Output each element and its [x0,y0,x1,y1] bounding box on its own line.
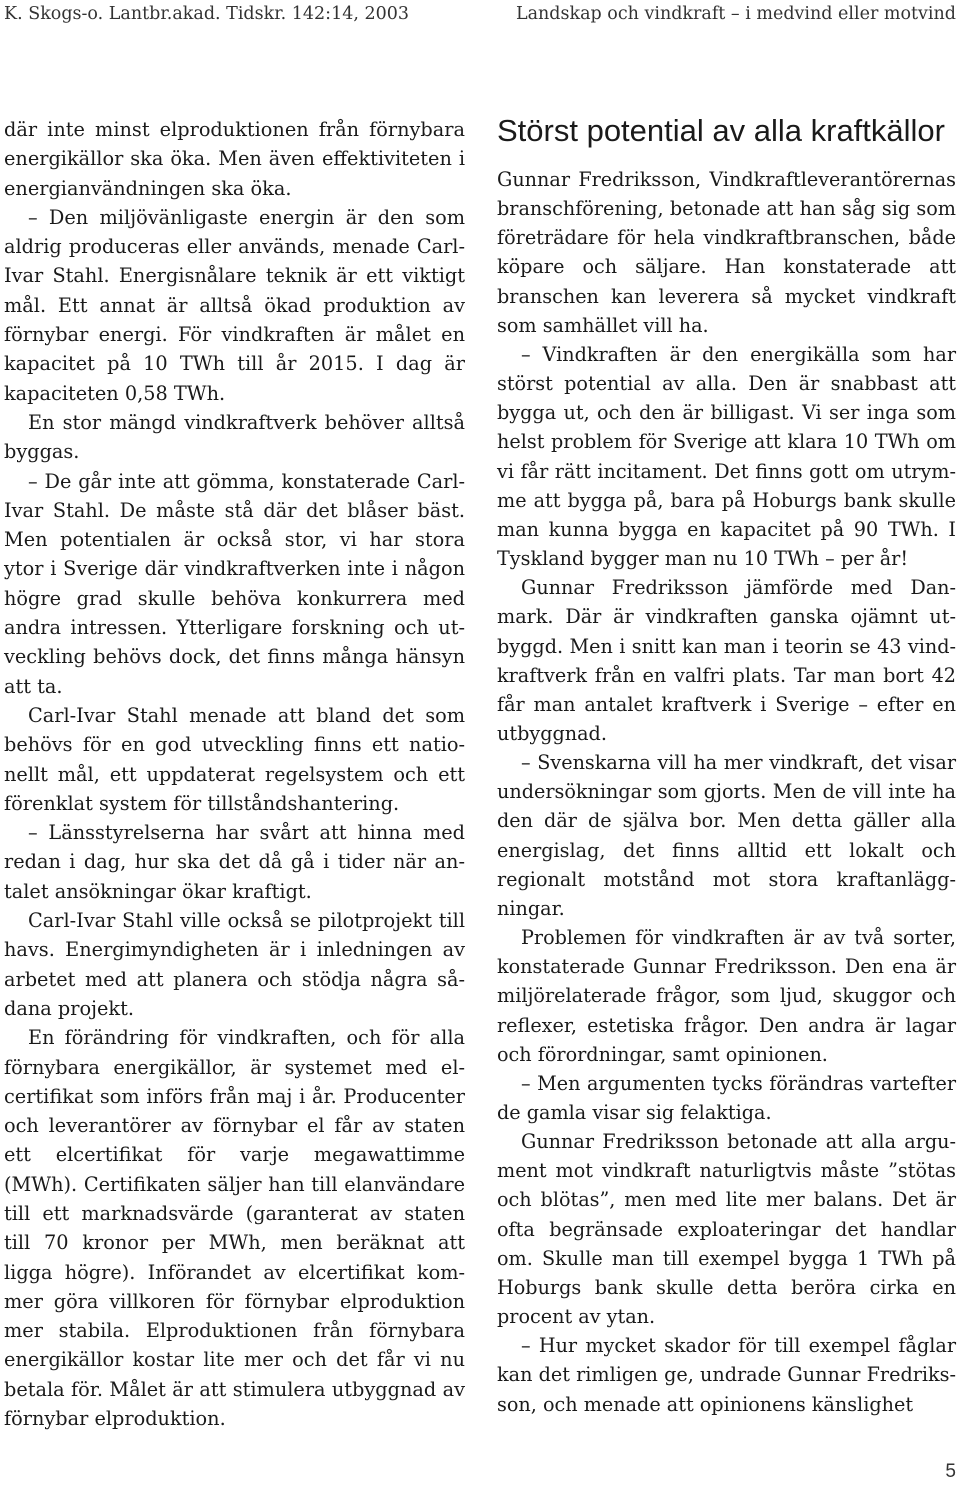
paragraph: – Vindkraften är den energikälla som har störst potential av alla. Den är snabbast att bygga ut, och den är billigast. Vi ser inga som helst problem för Sverige att klara 10 TWh om vi får rätt incitament. Det finns gott om utrymme att bygga på, bara på Hoburgs bank skulle man kunna bygga en kapacitet på 90 TWh. I Tyskland bygger man nu 10 TWh – per år! [497,342,956,571]
journal-citation: K. Skogs-o. Lantbr.akad. Tidskr. 142:14, 2003 [4,4,409,24]
left-column [4,115,465,1433]
paragraph: Gunnar Fredriksson betonade att alla argument mot vindkraft naturligtvis måste ”stötas och blötas”, men med lite mer balans. Det är ofta begränsade exploateringar det handlar om. Skulle man till exempel bygga 1 TWh på Hoburgs bank skulle detta beröra cirka en procent av ytan. [497,1130,956,1329]
running-title: Landskap och vindkraft – i medvind eller motvind [515,4,956,24]
right-column [497,112,956,1419]
paragraph: – Men argumenten tycks förändras vartefter de gamla visar sig felaktiga. [497,1071,956,1124]
paragraph: – Hur mycket skador för till exempel fåglar kan det rimligen ge, undrade Gunnar Fredriksson, och menade att opinionens känslighet [497,1334,956,1416]
running-header [0,0,960,30]
paragraph: En förändring för vindkraften, och för alla förnybara energikällor, är systemet med elcertifikat som införs från maj i år. Producenter och leverantörer av förnybar el får av staten ett elcertifikat för varje megawattimme (MWh). Certifikaten säljer han till elanvändare till ett marknadsvärde (garanterat av staten till 70 kronor per MWh, men beräknat att ligga högre). Införandet av elcertifikat kommer göra villkoren för förnybar elproduktion mer stabila. Elproduktionen från förnybara energikällor kostar lite mer och det får vi nu betala för. Målet är att stimulera utbyggnad av förnybar elproduktion. [4,1026,465,1431]
paragraph: – Länsstyrelserna har svårt att hinna med redan i dag, hur ska det då gå i tider när antalet ansökningar ökar kraftigt. [4,821,465,903]
paragraph: Gunnar Fredriksson, Vindkraftleverantörernas branschförening, betonade att han såg sig som företrädare för hela vindkraftbranschen, både köpare och säljare. Han konstaterade att branschen kan leverera så mycket vindkraft som samhället vill ha. [497,168,956,337]
paragraph: – Svenskarna vill ha mer vindkraft, det visar undersökningar som gjorts. Men de vill inte ha den där de själva bor. Men detta gäller alla energislag, det finns alltid ett lokalt och regionalt motstånd mot stora kraftanläggningar. [497,751,956,920]
paragraph: En stor mängd vindkraftverk behöver alltså byggas. [4,410,465,464]
paragraph: – De går inte att gömma, konstaterade Carl-Ivar Stahl. De måste stå där det blåser bäst. Men potentialen är också stor, vi har stora ytor i Sverige där vindkraftverken inte i någon högre grad skulle behöva konkurrera med andra intressen. Ytterligare forskning och utveckling behövs dock, det finns många hänsyn att ta. [4,469,465,698]
paragraph: – Den miljövänligaste energin är den som aldrig produceras eller används, menade Carl-Ivar Stahl. Energisnålare teknik är ett viktigt mål. Ett annat är alltså ökad produktion av förnybar energi. För vindkraften är målet en kapacitet på 10 TWh till år 2015. I dag är kapaciteten 0,58 TWh. [4,205,465,405]
paragraph: Carl-Ivar Stahl menade att bland det som behövs för en god utveckling finns ett nationellt mål, ett uppdaterat regelsystem och ett förenklat system för tillståndshantering. [4,703,465,815]
page-number: 5 [945,1461,956,1482]
paragraph: Gunnar Fredriksson jämförde med Danmark. Där är vindkraften ganska ojämnt utbyggd. Men i snitt kan man i teorin se 43 vindkraftverk från en valfri plats. Tar man bort 42 får man antalet kraftverk i Sverige – efter en utbyggnad. [497,576,956,745]
section-heading: Störst potential av alla kraftkällor [497,113,945,148]
paragraph: där inte minst elproduktionen från förnybara energikällor ska öka. Men även effektiviteten i energianvändningen ska öka. [4,118,465,200]
paragraph: Carl-Ivar Stahl ville också se pilotprojekt till havs. Energimyndigheten är i inledningen av arbetet med att planera och stödja några sådana projekt. [4,909,465,1020]
paragraph: Problemen för vindkraften är av två sorter, konstaterade Gunnar Fredriksson. Den ena är miljörelaterade frågor, som ljud, skuggor och reflexer, estetiska frågor. Den andra är lagar och förordningar, samt opinionen. [497,926,956,1066]
